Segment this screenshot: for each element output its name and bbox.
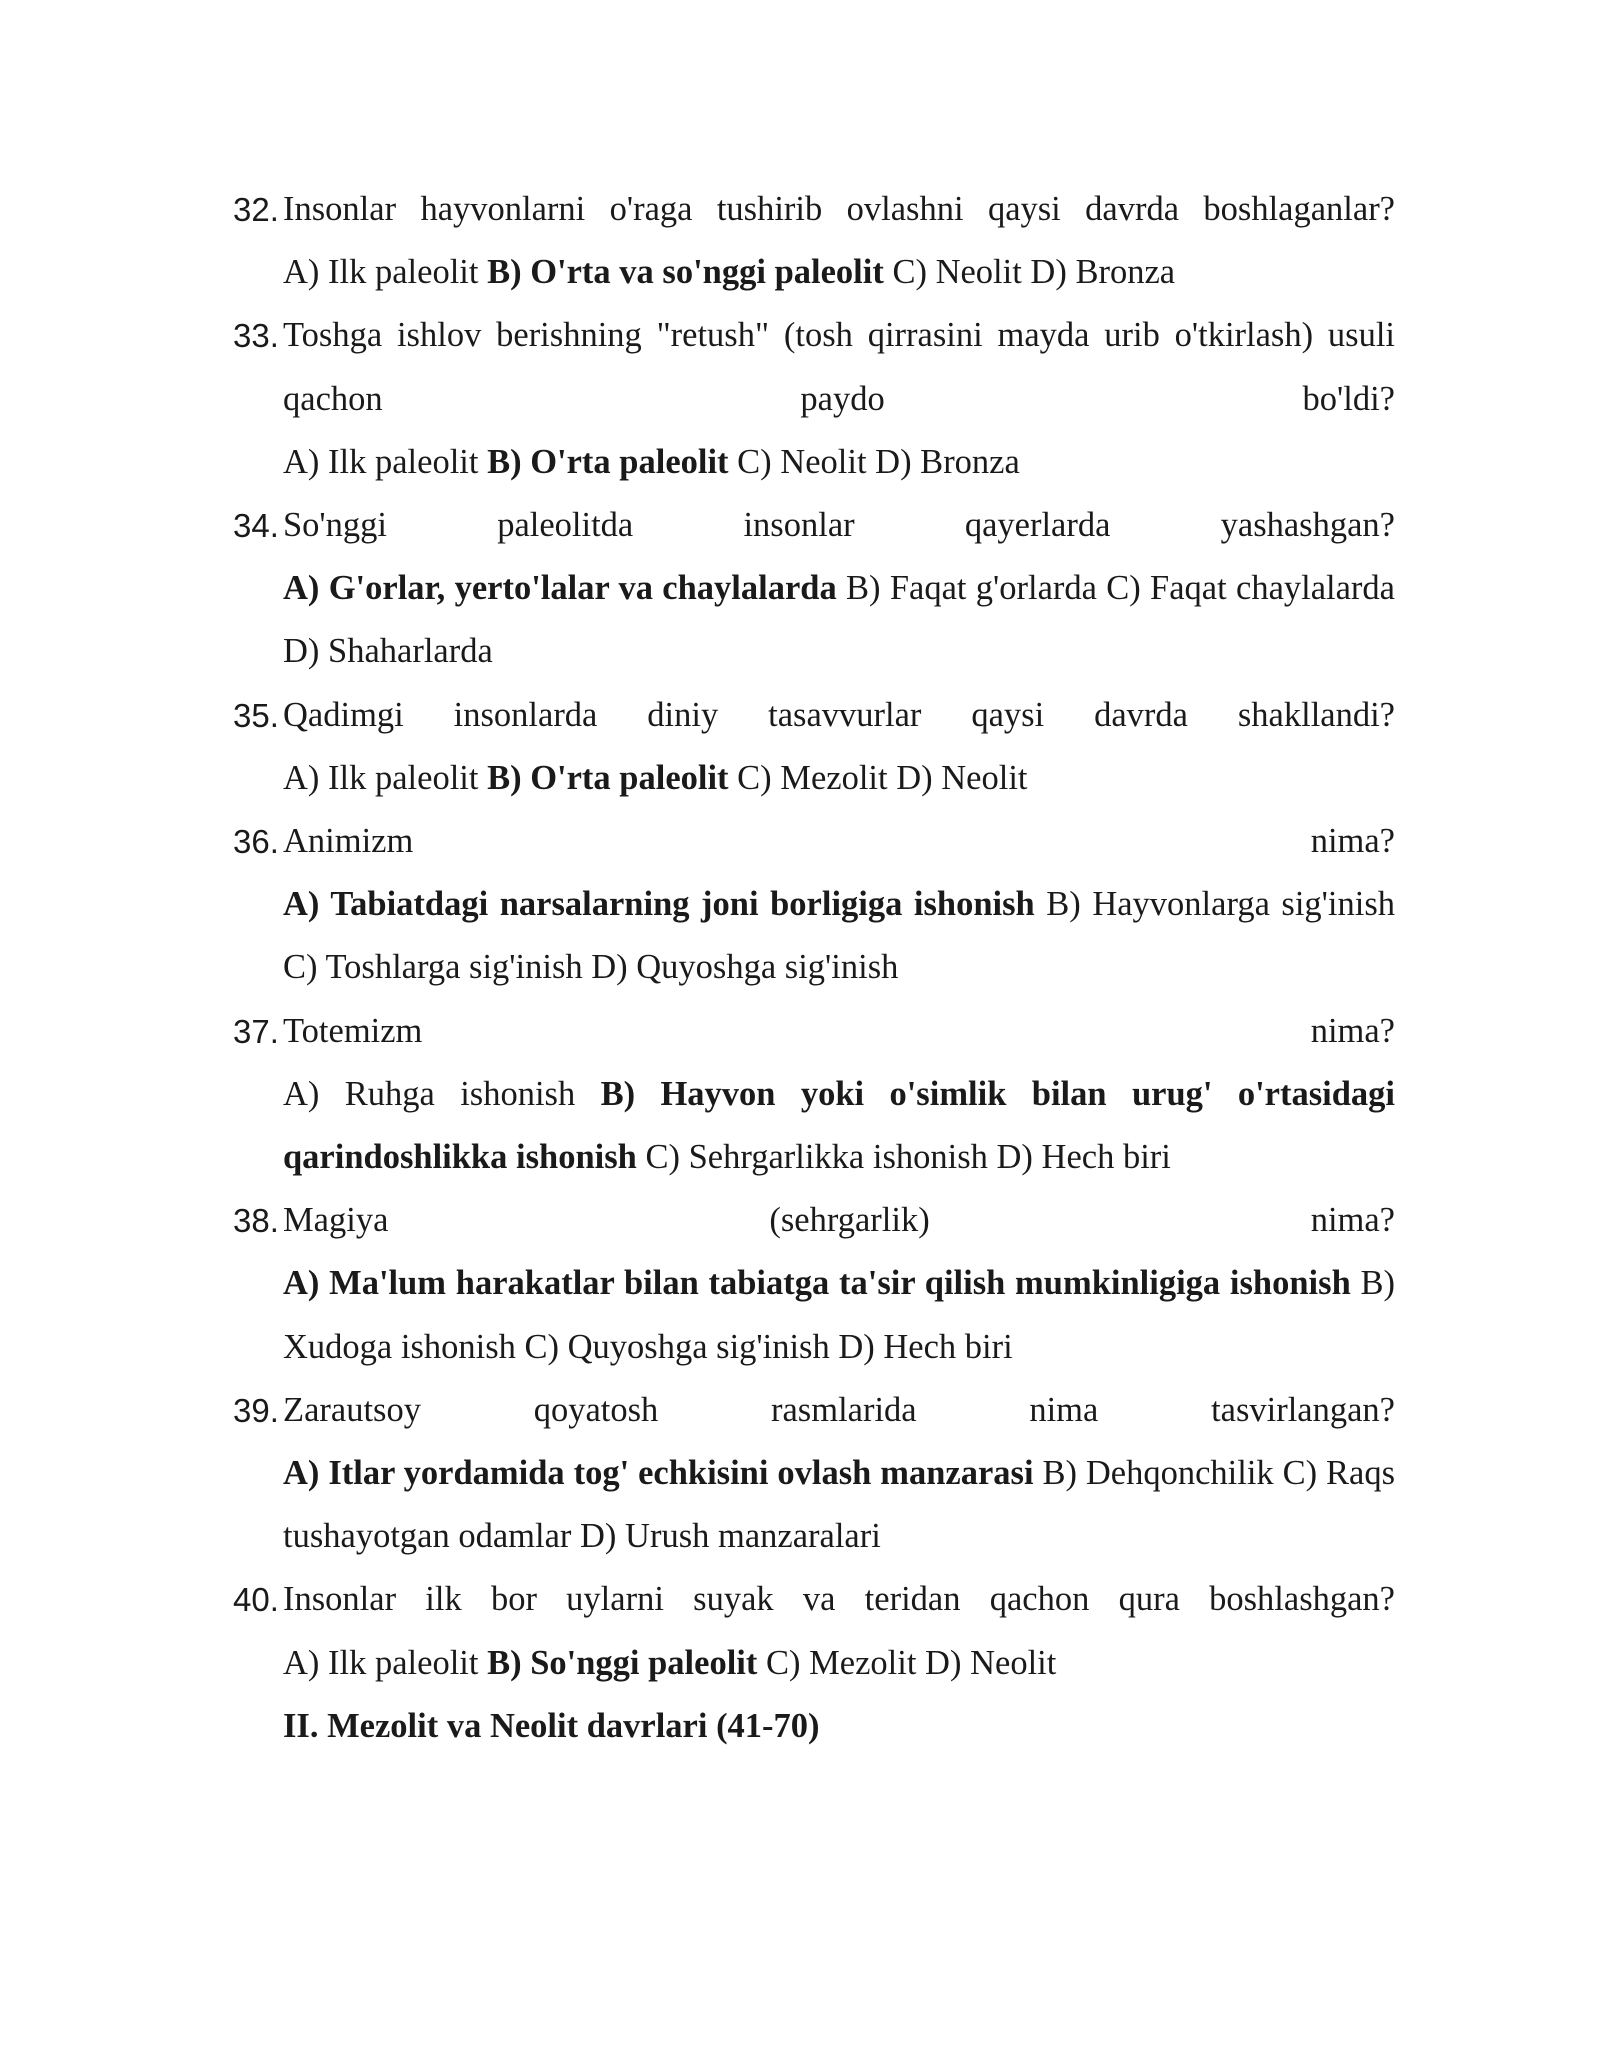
answer-options <box>283 747 1395 810</box>
question-item <box>233 684 1395 810</box>
correct-answer: A) G'orlar, yerto'lalar va chaylalarda <box>283 569 837 608</box>
answer-options-before: A) Ilk paleolit <box>283 758 488 797</box>
correct-answer: A) Ma'lum harakatlar bilan tabiatga ta'sir qilish mumkinligiga ishonish <box>283 1264 1351 1303</box>
question-item <box>233 1000 1395 1190</box>
answer-options-before: A) Ilk paleolit <box>283 253 488 292</box>
answer-options-after: C) Neolit D) Bronza <box>883 253 1176 292</box>
question-number: 32. <box>233 191 279 228</box>
question-text: Magiya (sehrgarlik) nima? <box>283 1201 1395 1240</box>
question-list <box>233 178 1395 1758</box>
correct-answer: B) So'nggi paleolit <box>487 1643 758 1682</box>
question-number: 37. <box>233 1012 279 1050</box>
question-item <box>233 1568 1395 1694</box>
answer-options-after: C) Mezolit D) Neolit <box>728 758 1028 797</box>
question-item <box>233 494 1395 684</box>
answer-options-after: C) Sehrgarlikka ishonish D) Hech biri <box>636 1138 1171 1177</box>
correct-answer: B) Hayvon yoki o'simlik bilan urug' o'rtasidagi qarindoshlikka ishonish <box>283 1074 1395 1177</box>
question-text: Insonlar ilk bor uylarni suyak va teridan qachon qura boshlashgan? <box>283 1580 1395 1619</box>
answer-options <box>283 1442 1395 1568</box>
question-item <box>233 810 1395 1000</box>
question-text: Zarautsoy qoyatosh rasmlarida nima tasvirlangan? <box>283 1390 1395 1429</box>
question-number: 34. <box>233 507 279 545</box>
question-number: 36. <box>233 823 279 861</box>
question-number: 38. <box>233 1202 279 1240</box>
answer-options <box>283 431 1395 494</box>
answer-options <box>283 241 1395 304</box>
answer-options <box>283 1063 1395 1189</box>
question-item <box>233 1379 1395 1569</box>
correct-answer: B) O'rta paleolit <box>487 442 729 481</box>
answer-options-after: B) Dehqonchilik C) Raqs tushayotgan odamlar D) Urush manzaralari <box>283 1454 1395 1556</box>
question-item <box>233 178 1395 304</box>
question-number: 40. <box>233 1581 279 1619</box>
answer-options <box>283 1252 1395 1378</box>
answer-options-before: A) Ruhga ishonish <box>283 1074 601 1113</box>
answer-options-after: C) Neolit D) Bronza <box>728 442 1020 481</box>
question-text: Qadimgi insonlarda diniy tasavvurlar qaysi davrda shakllandi? <box>283 695 1395 734</box>
answer-options-before: A) Ilk paleolit <box>283 442 488 481</box>
answer-options-after: B) Xudoga ishonish C) Quyoshga sig'inish D) Hech biri <box>283 1264 1396 1366</box>
answer-options-after: C) Mezolit D) Neolit <box>757 1643 1057 1682</box>
answer-options-before: A) Ilk paleolit <box>283 1643 488 1682</box>
question-text: Animizm nima? <box>283 822 1395 861</box>
correct-answer: A) Itlar yordamida tog' echkisini ovlash manzarasi <box>283 1454 1034 1493</box>
correct-answer: B) O'rta va so'nggi paleolit <box>487 253 884 292</box>
question-text: So'nggi paleolitda insonlar qayerlarda yashashgan? <box>283 506 1395 545</box>
question-number: 35. <box>233 696 279 734</box>
question-item <box>233 1189 1395 1379</box>
answer-options <box>283 873 1395 999</box>
correct-answer: B) O'rta paleolit <box>487 758 729 797</box>
question-text: Toshga ishlov berishning "retush" (tosh qirrasini mayda urib o'tkirlash) usuli qachon paydo bo'ldi? <box>283 316 1395 418</box>
answer-options <box>283 557 1395 683</box>
question-number: 33. <box>233 317 279 355</box>
answer-options <box>283 1632 1395 1695</box>
question-text: Totemizm nima? <box>283 1011 1395 1050</box>
question-item <box>233 304 1395 494</box>
question-text: Insonlar hayvonlarni o'raga tushirib ovlashni qaysi davrda boshlaganlar? <box>283 190 1395 228</box>
answer-options-after: B) Faqat g'orlarda C) Faqat chaylalarda D) Shaharlarda <box>283 569 1395 671</box>
correct-answer: A) Tabiatdagi narsalarning joni borligiga ishonish <box>283 885 1035 924</box>
question-number: 39. <box>233 1391 279 1429</box>
answer-options-after: B) Hayvonlarga sig'inish C) Toshlarga sig'inish D) Quyoshga sig'inish <box>283 885 1395 987</box>
section-heading: II. Mezolit va Neolit davrlari (41-70) <box>283 1706 820 1745</box>
